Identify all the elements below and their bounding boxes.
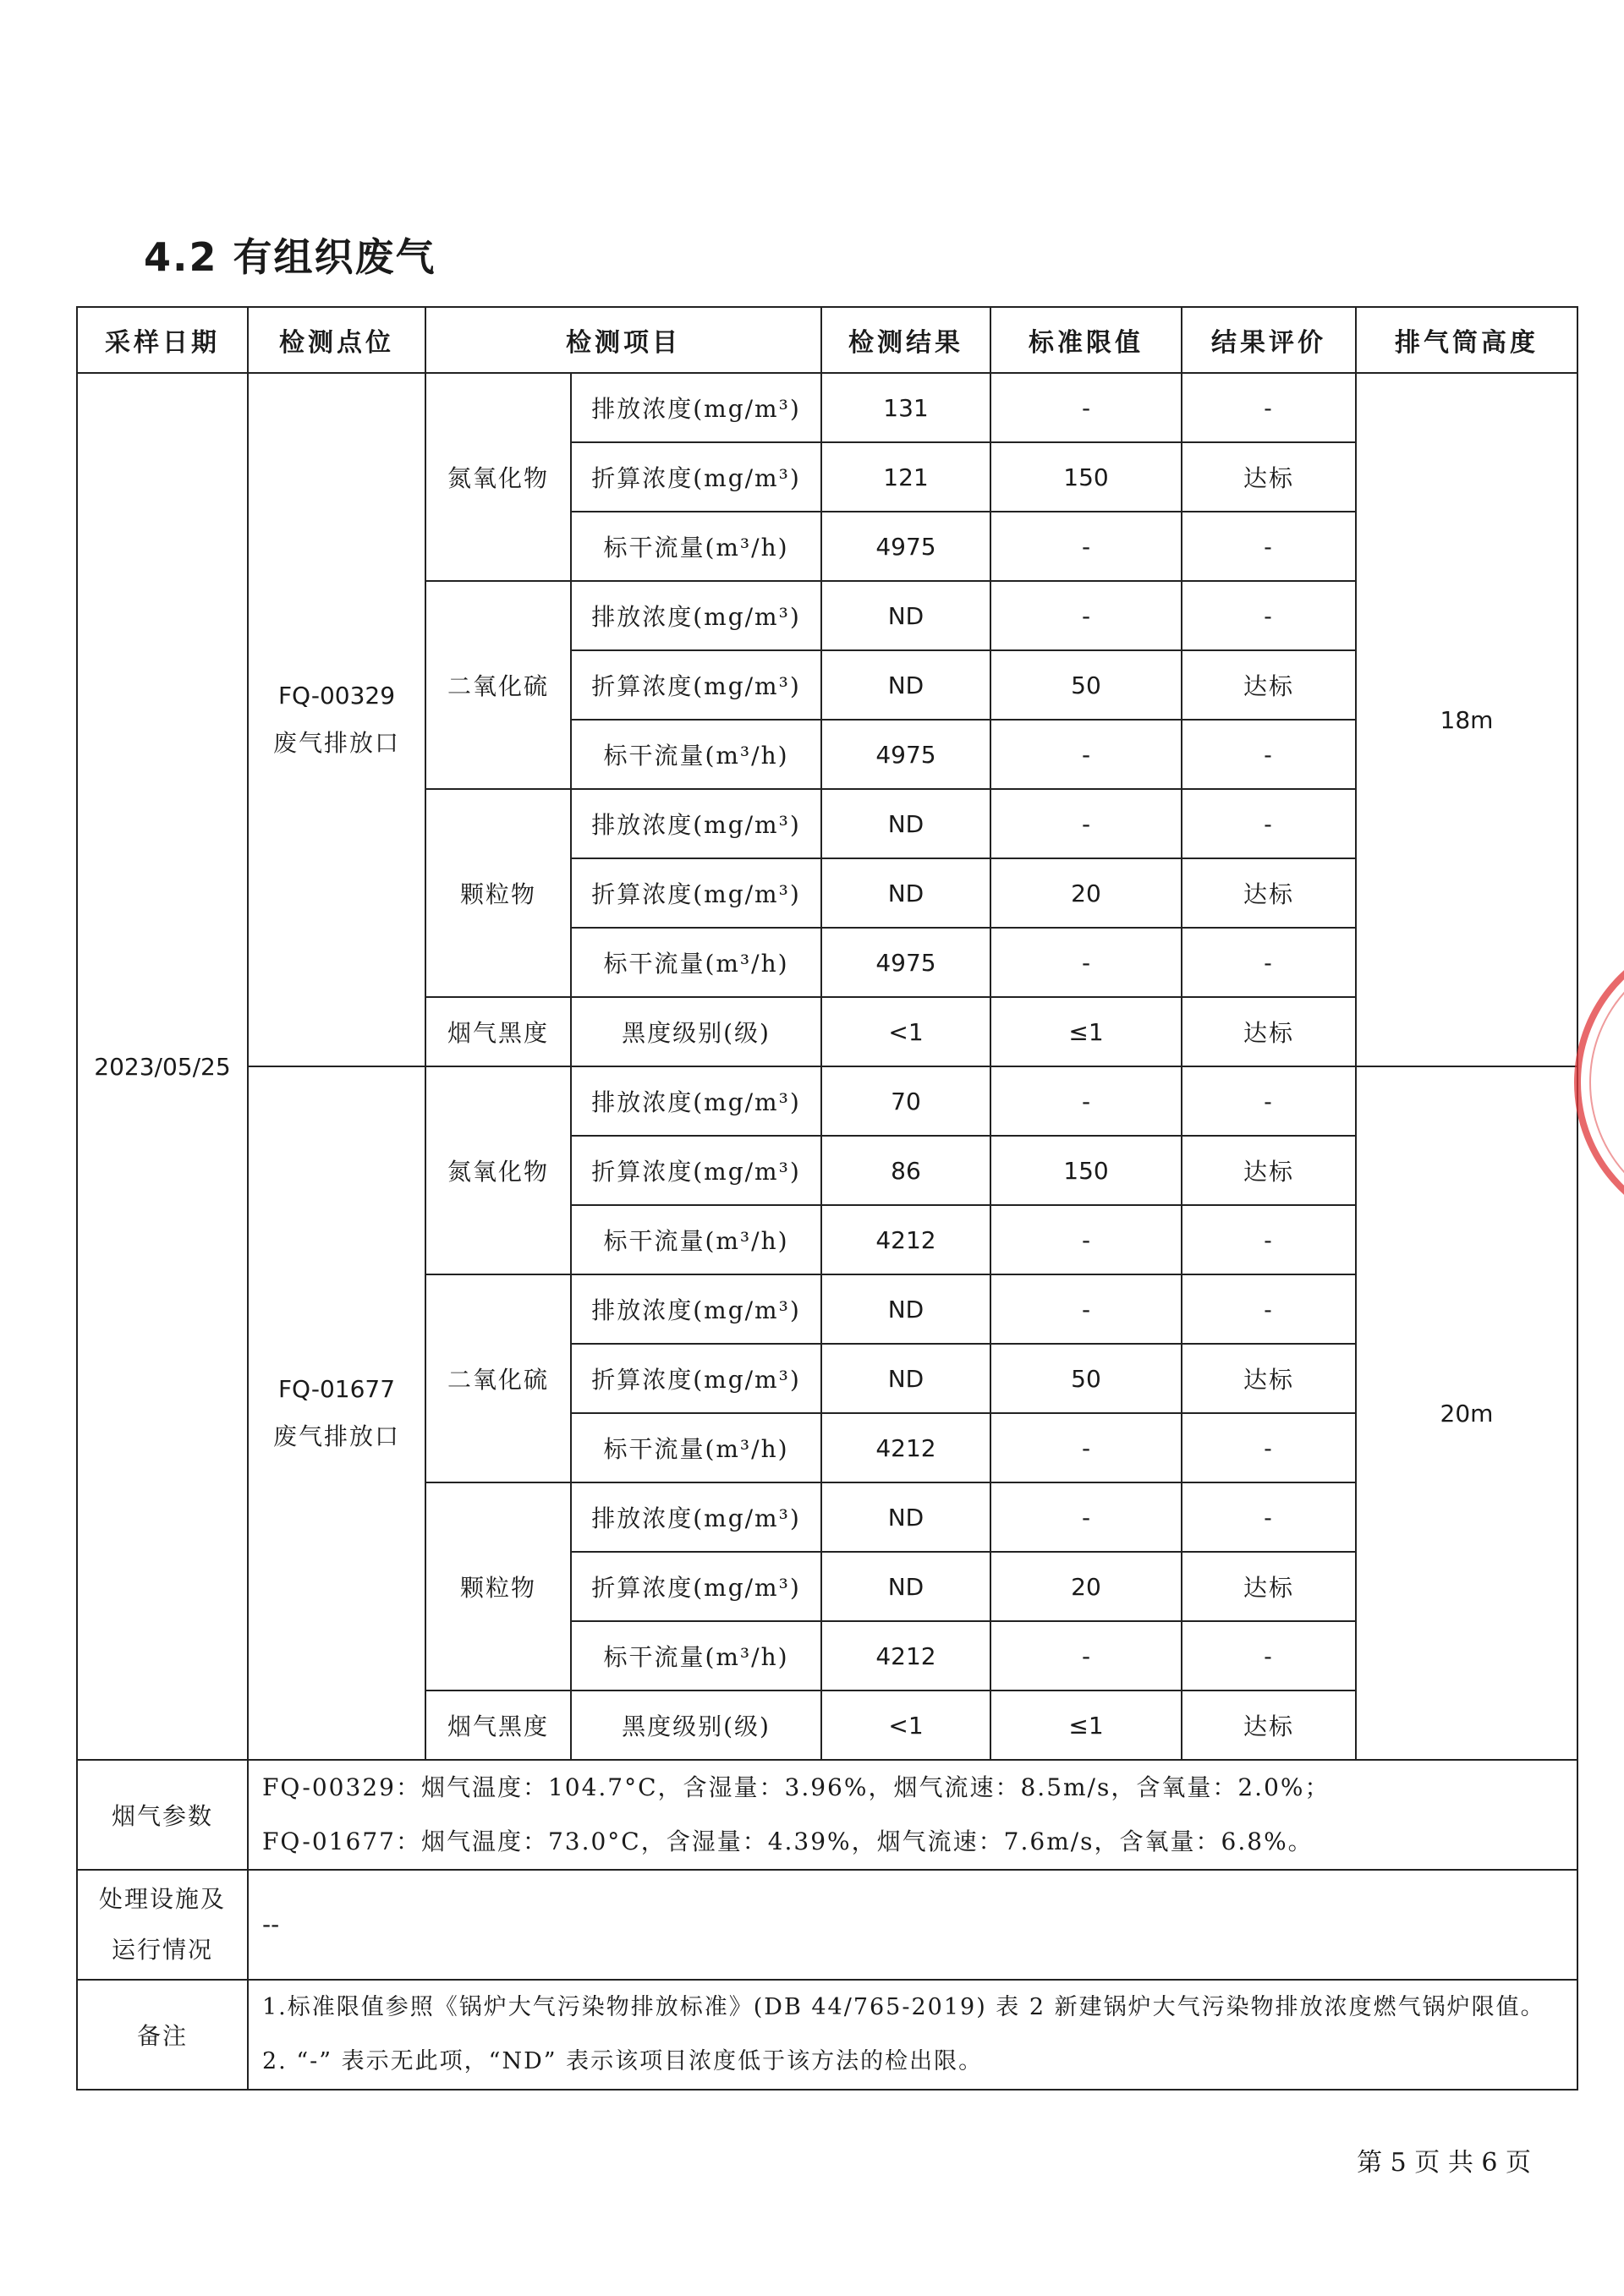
header-stack-height: 排气筒高度 bbox=[1356, 307, 1577, 373]
point-id: FQ-01677 bbox=[277, 1375, 396, 1403]
evaluation: 达标 bbox=[1182, 442, 1356, 512]
point-description: 废气排放口 bbox=[272, 729, 400, 757]
evaluation: 达标 bbox=[1182, 858, 1356, 928]
result-value: ND bbox=[821, 858, 990, 928]
result-value: ND bbox=[821, 1274, 990, 1344]
result-value: 4975 bbox=[821, 928, 990, 997]
exhaust-gas-table bbox=[76, 306, 1578, 2091]
result-value: ND bbox=[821, 1482, 990, 1552]
evaluation: - bbox=[1182, 720, 1356, 789]
header-location: 检测点位 bbox=[248, 307, 425, 373]
limit-value: - bbox=[990, 373, 1182, 442]
parameter: 标干流量(m³/h) bbox=[571, 720, 821, 789]
parameter: 折算浓度(mg/m³) bbox=[571, 858, 821, 928]
parameter: 标干流量(m³/h) bbox=[571, 1205, 821, 1274]
evaluation: - bbox=[1182, 1205, 1356, 1274]
result-value: ND bbox=[821, 650, 990, 720]
parameter: 排放浓度(mg/m³) bbox=[571, 1482, 821, 1552]
parameter: 黑度级别(级) bbox=[571, 997, 821, 1066]
result-value: 4975 bbox=[821, 512, 990, 581]
limit-value: - bbox=[990, 720, 1182, 789]
result-value: 121 bbox=[821, 442, 990, 512]
pollutant-item: 颗粒物 bbox=[425, 1482, 571, 1690]
pollutant-item: 二氧化硫 bbox=[425, 581, 571, 789]
evaluation: - bbox=[1182, 1413, 1356, 1482]
header-item: 检测项目 bbox=[425, 307, 821, 373]
header-row bbox=[77, 307, 1577, 373]
treatment-label bbox=[77, 1870, 248, 1980]
monitoring-point bbox=[248, 373, 425, 1066]
parameter: 折算浓度(mg/m³) bbox=[571, 442, 821, 512]
result-value: 131 bbox=[821, 373, 990, 442]
limit-value: ≤1 bbox=[990, 1690, 1182, 1760]
pollutant-item: 颗粒物 bbox=[425, 789, 571, 997]
parameter: 折算浓度(mg/m³) bbox=[571, 1136, 821, 1205]
pollutant-item: 氮氧化物 bbox=[425, 373, 571, 581]
parameter: 标干流量(m³/h) bbox=[571, 928, 821, 997]
limit-value: - bbox=[990, 928, 1182, 997]
flue-params-content bbox=[248, 1760, 1577, 1870]
parameter: 折算浓度(mg/m³) bbox=[571, 1344, 821, 1413]
evaluation: - bbox=[1182, 373, 1356, 442]
evaluation: 达标 bbox=[1182, 1344, 1356, 1413]
parameter: 排放浓度(mg/m³) bbox=[571, 1066, 821, 1136]
pollutant-item: 烟气黑度 bbox=[425, 997, 571, 1066]
table-body bbox=[77, 373, 1577, 1760]
parameter: 排放浓度(mg/m³) bbox=[571, 789, 821, 858]
evaluation: - bbox=[1182, 512, 1356, 581]
sampling-date: 2023/05/25 bbox=[77, 373, 248, 1760]
page-footer: 第 5 页 共 6 页 bbox=[1357, 2148, 1531, 2178]
limit-value: 50 bbox=[990, 1344, 1182, 1413]
stack-height: 20m bbox=[1356, 1066, 1577, 1760]
section-title: 4.2 有组织废气 bbox=[144, 234, 436, 280]
limit-value: - bbox=[990, 1274, 1182, 1344]
header-sampling-date: 采样日期 bbox=[77, 307, 248, 373]
evaluation: - bbox=[1182, 789, 1356, 858]
result-value: ND bbox=[821, 1344, 990, 1413]
evaluation: 达标 bbox=[1182, 650, 1356, 720]
remarks-row bbox=[77, 1980, 1577, 2090]
parameter: 折算浓度(mg/m³) bbox=[571, 650, 821, 720]
limit-value: 20 bbox=[990, 858, 1182, 928]
point-description: 废气排放口 bbox=[272, 1422, 400, 1450]
header-limit: 标准限值 bbox=[990, 307, 1182, 373]
table-row bbox=[77, 1066, 1577, 1136]
flue-params-line-1: FQ-00329：烟气温度：104.7°C，含湿量：3.96%，烟气流速：8.5m/s，含氧量：2.0%； bbox=[262, 1773, 1330, 1801]
monitoring-point bbox=[248, 1066, 425, 1760]
pollutant-item: 二氧化硫 bbox=[425, 1274, 571, 1482]
evaluation: - bbox=[1182, 1621, 1356, 1690]
remarks-content bbox=[248, 1980, 1577, 2090]
limit-value: - bbox=[990, 581, 1182, 650]
company-seal-icon bbox=[1565, 922, 1624, 1243]
evaluation: - bbox=[1182, 1066, 1356, 1136]
header-result: 检测结果 bbox=[821, 307, 990, 373]
remarks-label: 备注 bbox=[77, 1980, 248, 2090]
remarks-line-2: 2. “-” 表示无此项，“ND” 表示该项目浓度低于该方法的检出限。 bbox=[262, 2048, 984, 2074]
evaluation: - bbox=[1182, 1274, 1356, 1344]
header-evaluation: 结果评价 bbox=[1182, 307, 1356, 373]
treatment-label-line-2: 运行情况 bbox=[111, 1936, 213, 1964]
result-value: 86 bbox=[821, 1136, 990, 1205]
parameter: 标干流量(m³/h) bbox=[571, 512, 821, 581]
parameter: 排放浓度(mg/m³) bbox=[571, 581, 821, 650]
limit-value: - bbox=[990, 1066, 1182, 1136]
treatment-label-line-1: 处理设施及 bbox=[98, 1885, 226, 1913]
result-value: ND bbox=[821, 789, 990, 858]
treatment-row bbox=[77, 1870, 1577, 1980]
limit-value: 20 bbox=[990, 1552, 1182, 1621]
parameter: 标干流量(m³/h) bbox=[571, 1413, 821, 1482]
parameter: 标干流量(m³/h) bbox=[571, 1621, 821, 1690]
parameter: 黑度级别(级) bbox=[571, 1690, 821, 1760]
limit-value: - bbox=[990, 1413, 1182, 1482]
limit-value: ≤1 bbox=[990, 997, 1182, 1066]
parameter: 排放浓度(mg/m³) bbox=[571, 1274, 821, 1344]
limit-value: - bbox=[990, 789, 1182, 858]
limit-value: 50 bbox=[990, 650, 1182, 720]
result-value: <1 bbox=[821, 997, 990, 1066]
parameter: 折算浓度(mg/m³) bbox=[571, 1552, 821, 1621]
treatment-value: -- bbox=[248, 1870, 1577, 1980]
evaluation: - bbox=[1182, 1482, 1356, 1552]
result-value: ND bbox=[821, 1552, 990, 1621]
result-value: 4212 bbox=[821, 1205, 990, 1274]
result-value: <1 bbox=[821, 1690, 990, 1760]
evaluation: 达标 bbox=[1182, 1136, 1356, 1205]
evaluation: 达标 bbox=[1182, 1552, 1356, 1621]
result-value: 70 bbox=[821, 1066, 990, 1136]
evaluation: 达标 bbox=[1182, 997, 1356, 1066]
pollutant-item: 氮氧化物 bbox=[425, 1066, 571, 1274]
table-row bbox=[77, 373, 1577, 442]
result-value: 4212 bbox=[821, 1621, 990, 1690]
limit-value: - bbox=[990, 1205, 1182, 1274]
flue-params-line-2: FQ-01677：烟气温度：73.0°C，含湿量：4.39%，烟气流速：7.6m/s，含氧量：6.8%。 bbox=[262, 1827, 1314, 1855]
flue-params-label: 烟气参数 bbox=[77, 1760, 248, 1870]
limit-value: 150 bbox=[990, 442, 1182, 512]
limit-value: - bbox=[990, 512, 1182, 581]
limit-value: - bbox=[990, 1482, 1182, 1552]
point-id: FQ-00329 bbox=[277, 682, 396, 710]
limit-value: - bbox=[990, 1621, 1182, 1690]
limit-value: 150 bbox=[990, 1136, 1182, 1205]
pollutant-item: 烟气黑度 bbox=[425, 1690, 571, 1760]
result-value: ND bbox=[821, 581, 990, 650]
flue-params-row bbox=[77, 1760, 1577, 1870]
evaluation: 达标 bbox=[1182, 1690, 1356, 1760]
evaluation: - bbox=[1182, 928, 1356, 997]
parameter: 排放浓度(mg/m³) bbox=[571, 373, 821, 442]
result-value: 4212 bbox=[821, 1413, 990, 1482]
result-value: 4975 bbox=[821, 720, 990, 789]
stack-height: 18m bbox=[1356, 373, 1577, 1066]
evaluation: - bbox=[1182, 581, 1356, 650]
remarks-line-1: 1.标准限值参照《锅炉大气污染物排放标准》(DB 44/765-2019) 表 2 新建锅炉大气污染物排放浓度燃气锅炉限值。 bbox=[262, 1994, 1545, 2020]
